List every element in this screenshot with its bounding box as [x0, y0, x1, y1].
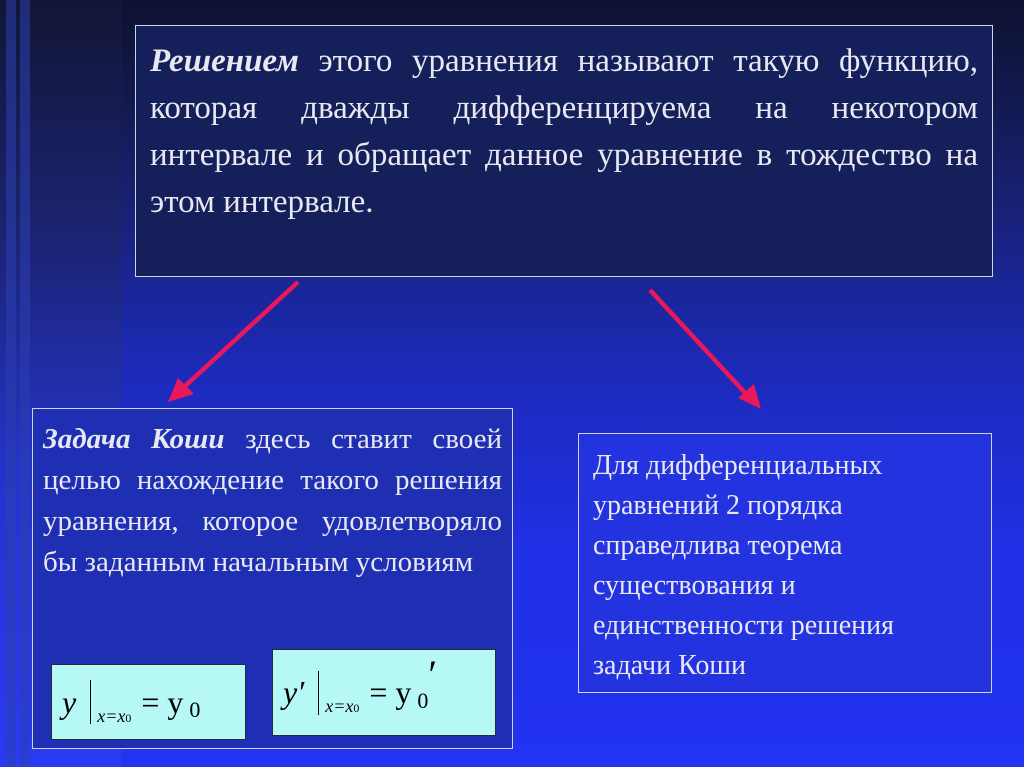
formula-subscript: x=x [97, 705, 126, 726]
formula-subscript-index: 0 [125, 710, 132, 725]
theorem-box [578, 433, 992, 693]
initial-condition-y-prime-formula [272, 649, 496, 736]
formula-subscript: x=x [325, 696, 354, 716]
formula-y: y [62, 683, 77, 720]
arrow-down-right-icon [650, 290, 761, 409]
evaluation-bar [90, 680, 91, 724]
cauchy-term: Задача Коши [43, 423, 225, 455]
formula-rhs-index: 0 [189, 697, 201, 722]
cauchy-text: здесь ставит своей целью нахождение такого решения уравнения, которое удовлетворяло бы заданным начальным условиям [43, 423, 502, 578]
definition-text: этого уравнения называют такую функцию, которая дважды дифференцируема на некотором интервале и обращает данное уравнение в тождество на этом интервале. [150, 43, 978, 220]
initial-condition-y-formula [51, 664, 246, 740]
formula-rhs: = y [141, 683, 184, 720]
formula-rhs-index: 0 [417, 687, 429, 713]
formula-y-prime: y′ [283, 674, 305, 710]
evaluation-bar [318, 671, 319, 715]
formula-rhs-prime: ′ [428, 652, 438, 697]
arrow-down-left-icon [168, 282, 298, 402]
formula-subscript-index: 0 [353, 701, 360, 715]
formula-rhs: = y [369, 674, 412, 710]
theorem-text: Для дифференциальных уравнений 2 порядка справедлива теорема существования и единственности решения задачи Коши [593, 450, 894, 681]
definition-term: Решением [150, 43, 299, 79]
